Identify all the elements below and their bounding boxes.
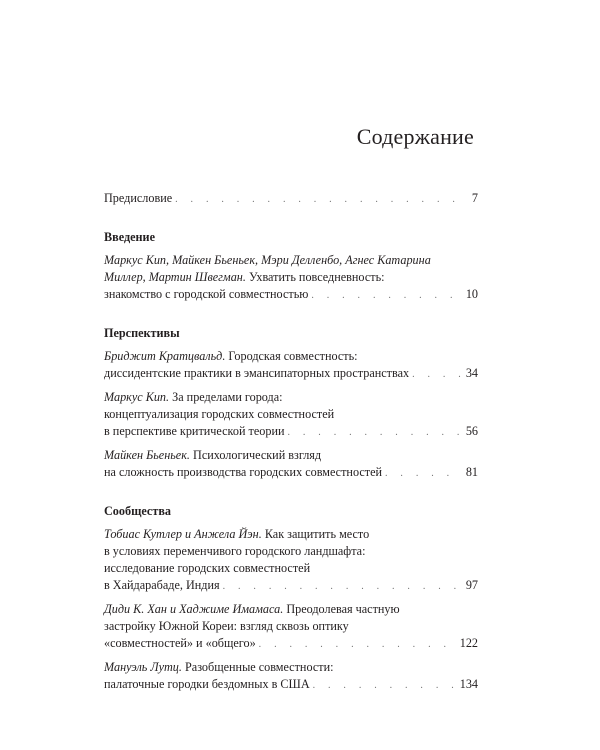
dot-leader (259, 636, 457, 653)
dot-leader (385, 465, 461, 482)
entry-text: Ухватить повседневность: (245, 270, 385, 284)
toc-entry[interactable] (104, 601, 478, 653)
page-number: 134 (459, 677, 478, 691)
entry-text: в Хайдарабаде, Индия (104, 578, 220, 592)
entry-line (104, 618, 478, 635)
entry-text: Разобщенные совместности: (181, 660, 334, 674)
section-heading: Введение (104, 230, 155, 244)
dot-leader (313, 677, 457, 694)
entry-line (104, 526, 478, 543)
entry-line (104, 560, 478, 577)
toc-section-perspectives (104, 325, 478, 482)
toc-entry[interactable] (104, 389, 478, 441)
toc-entry-preface[interactable] (104, 190, 478, 208)
entry-text: Как защитить место (261, 527, 370, 541)
entry-line (104, 543, 478, 560)
entry-author: Маркус Кип, Майкен Бьеньек, Мэри Делленбо, Агнес Катарина (104, 253, 431, 267)
entry-author: Мануэль Лутц. (104, 660, 182, 674)
entry-text: Преодолевая частную (283, 602, 400, 616)
section-heading: Сообщества (104, 504, 172, 518)
page-number: 7 (471, 191, 478, 205)
entry-text: палаточные городки бездомных в США (104, 677, 310, 691)
page-number: 56 (465, 424, 478, 438)
table-of-contents (104, 190, 478, 694)
entry-text: застройку Южной Кореи: взгляд сквозь оптику (104, 619, 349, 633)
entry-text: диссидентские практики в эмансипаторных пространствах (104, 366, 410, 380)
entry-line (104, 348, 478, 365)
entry-line (104, 406, 478, 423)
page-number: 81 (465, 465, 478, 479)
entry-author: Маркус Кип. (104, 390, 170, 404)
page-number: 122 (459, 636, 478, 650)
entry-author: Миллер, Мартин Швегман. (104, 270, 246, 284)
entry-text: Психологический взгляд (189, 448, 322, 462)
entry-text: «совместностей» и «общего» (104, 636, 256, 650)
entry-author: Диди К. Хан и Хаджиме Имамаса. (104, 602, 284, 616)
entry-line (104, 389, 478, 406)
entry-line (104, 252, 478, 269)
toc-entry[interactable] (104, 659, 478, 694)
entry-line (104, 447, 478, 464)
entry-text: на сложность производства городских совместностей (104, 465, 383, 479)
page-number: 34 (465, 366, 478, 380)
page-title: Содержание (356, 124, 474, 149)
dot-leader (288, 424, 462, 441)
section-heading: Перспективы (104, 326, 180, 340)
toc-entry[interactable] (104, 526, 478, 595)
dot-leader (311, 287, 461, 304)
dot-leader (175, 191, 461, 208)
toc-entry[interactable] (104, 447, 478, 482)
dot-leader (412, 366, 461, 383)
entry-text: Городская совместность: (225, 349, 358, 363)
page-number: 97 (465, 578, 478, 592)
toc-section-communities (104, 503, 478, 694)
dot-leader (223, 578, 461, 595)
entry-line (104, 269, 478, 286)
entry-line (104, 601, 478, 618)
page-number: 10 (465, 287, 478, 301)
entry-text: в условиях переменчивого городского ландшафта: (104, 544, 366, 558)
entry-text: концептуализация городских совместностей (104, 407, 335, 421)
entry-author: Майкен Бьеньек. (104, 448, 190, 462)
entry-author: Тобиас Кутлер и Анжела Йэн. (104, 527, 262, 541)
toc-entry[interactable] (104, 348, 478, 383)
entry-author: Бриджит Кратцвальд. (104, 349, 226, 363)
entry-text: знакомство с городской совместностью (104, 287, 309, 301)
toc-section-introduction (104, 229, 478, 304)
entry-text: За пределами города: (169, 390, 283, 404)
entry-line (104, 659, 478, 676)
entry-text: исследование городских совместностей (104, 561, 311, 575)
toc-entry[interactable] (104, 252, 478, 304)
entry-title: Предисловие (104, 191, 173, 205)
entry-text: в перспективе критической теории (104, 424, 285, 438)
